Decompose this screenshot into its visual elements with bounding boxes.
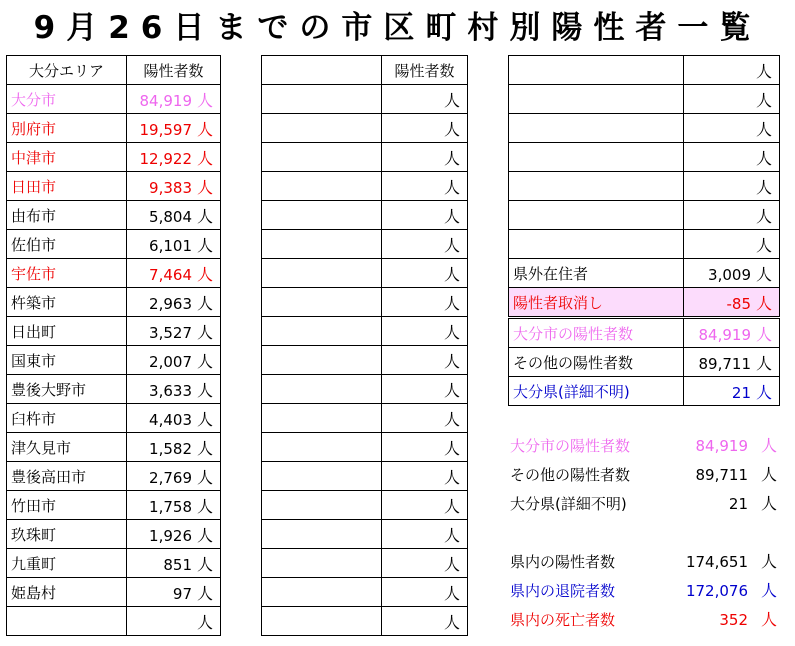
area-name <box>262 375 382 404</box>
table-row <box>262 404 468 433</box>
unit-label: 人 <box>755 61 772 81</box>
summary-value: 21 <box>728 495 748 513</box>
table-row <box>7 549 221 578</box>
unit-label: 人 <box>443 438 460 458</box>
count-value: 84,919 <box>698 325 751 344</box>
count-cell <box>684 259 780 288</box>
unit-label: 人 <box>443 235 460 255</box>
area-name: 中津市 <box>7 143 127 172</box>
unit-label: 人 <box>755 324 772 344</box>
table-row <box>262 143 468 172</box>
count-cell <box>127 172 221 201</box>
unit-label: 人 <box>755 293 772 313</box>
count-cell <box>127 462 221 491</box>
count-cell <box>382 607 468 636</box>
count-cell <box>382 230 468 259</box>
header-count: 陽性者数 <box>127 56 221 85</box>
count-value: 1,926 <box>149 526 192 545</box>
unit-label: 人 <box>196 380 213 400</box>
area-name: 大分市 <box>7 85 127 114</box>
summary-label: 県内の陽性者数 <box>510 553 616 571</box>
count-cell <box>127 201 221 230</box>
summary-label: 県内の死亡者数 <box>510 611 616 629</box>
area-name: 竹田市 <box>7 491 127 520</box>
table-row <box>262 172 468 201</box>
table-row <box>7 433 221 462</box>
area-name <box>262 549 382 578</box>
area-name <box>509 201 684 230</box>
unit-label: 人 <box>196 119 213 139</box>
count-cell <box>382 491 468 520</box>
count-cell <box>382 317 468 346</box>
table-row <box>262 433 468 462</box>
summary-row <box>510 548 780 576</box>
count-cell <box>382 375 468 404</box>
unit-label: 人 <box>755 264 772 284</box>
area-name: 宇佐市 <box>7 259 127 288</box>
area-name: 姫島村 <box>7 578 127 607</box>
area-name: 九重町 <box>7 549 127 578</box>
unit-label: 人 <box>443 119 460 139</box>
area-name <box>262 462 382 491</box>
count-value: 851 <box>163 555 192 574</box>
table-row <box>509 172 780 201</box>
unit-label: 人 <box>755 119 772 139</box>
unit-label: 人 <box>443 409 460 429</box>
count-value: 9,383 <box>149 178 192 197</box>
unit-label: 人 <box>196 235 213 255</box>
table-header-row <box>7 56 221 85</box>
area-name: 杵築市 <box>7 288 127 317</box>
table-row <box>7 288 221 317</box>
count-cell <box>127 549 221 578</box>
count-cell <box>127 259 221 288</box>
table-row <box>262 259 468 288</box>
unit-label: 人 <box>196 496 213 516</box>
count-cell <box>127 230 221 259</box>
table-row <box>7 375 221 404</box>
count-value: 1,758 <box>149 497 192 516</box>
page-title: 9月26日までの市区町村別陽性者一覧 <box>33 10 762 46</box>
count-cell <box>684 85 780 114</box>
count-value: 84,919 <box>139 91 192 110</box>
unit-label: 人 <box>443 467 460 487</box>
table-row <box>262 317 468 346</box>
unit-label: 人 <box>443 496 460 516</box>
area-name <box>509 114 684 143</box>
area-name: 由布市 <box>7 201 127 230</box>
count-cell <box>127 375 221 404</box>
table-row <box>262 549 468 578</box>
area-name <box>262 143 382 172</box>
count-value: 21 <box>731 383 751 402</box>
table-row <box>262 491 468 520</box>
count-cell <box>382 259 468 288</box>
table-row <box>262 375 468 404</box>
header-count: 陽性者数 <box>382 56 468 85</box>
unit-label: 人 <box>443 583 460 603</box>
count-cell <box>382 172 468 201</box>
count-cell <box>684 143 780 172</box>
summary-value: 89,711 <box>695 466 748 484</box>
count-value: 89,711 <box>698 354 751 373</box>
unit-label: 人 <box>443 206 460 226</box>
unit-label: 人 <box>443 351 460 371</box>
count-cell <box>382 346 468 375</box>
count-cell <box>684 230 780 259</box>
summary-value: 172,076 <box>685 582 748 600</box>
unit-label: 人 <box>443 322 460 342</box>
unit-label: 人 <box>196 293 213 313</box>
area-name <box>262 346 382 375</box>
unit-label: 人 <box>443 525 460 545</box>
count-cell <box>684 114 780 143</box>
area-name <box>262 404 382 433</box>
unit-label: 人 <box>760 610 777 629</box>
table-row <box>7 520 221 549</box>
area-name <box>262 114 382 143</box>
header-area <box>262 56 382 85</box>
count-cell <box>684 172 780 201</box>
unit-label: 人 <box>196 148 213 168</box>
count-cell <box>127 491 221 520</box>
unit-label: 人 <box>755 177 772 197</box>
area-name: 県外在住者 <box>509 259 684 288</box>
unit-label: 人 <box>196 206 213 226</box>
table-row <box>7 230 221 259</box>
summary-label: その他の陽性者数 <box>510 466 631 484</box>
count-cell <box>127 85 221 114</box>
count-value: 3,633 <box>149 381 192 400</box>
area-name <box>262 578 382 607</box>
table-row <box>7 578 221 607</box>
table-row <box>262 288 468 317</box>
area-name: 臼杵市 <box>7 404 127 433</box>
table-row <box>509 259 780 288</box>
count-cell <box>382 433 468 462</box>
count-cell <box>684 318 780 348</box>
count-cell <box>127 317 221 346</box>
unit-label: 人 <box>760 436 777 455</box>
count-cell <box>127 607 221 636</box>
area-name <box>7 607 127 636</box>
count-cell <box>684 377 780 406</box>
table-header-row <box>262 56 468 85</box>
area-table-blank <box>261 55 468 636</box>
unit-label: 人 <box>196 612 213 632</box>
summary-value: 84,919 <box>695 437 748 455</box>
unit-label: 人 <box>443 148 460 168</box>
unit-label: 人 <box>443 264 460 284</box>
count-value: 12,922 <box>139 149 192 168</box>
unit-label: 人 <box>196 351 213 371</box>
table-row <box>262 607 468 636</box>
table-row <box>7 172 221 201</box>
count-cell <box>382 201 468 230</box>
count-cell <box>127 346 221 375</box>
table-row <box>509 318 780 348</box>
table-row <box>509 85 780 114</box>
table-row <box>509 56 780 85</box>
unit-label: 人 <box>760 465 777 484</box>
unit-label: 人 <box>443 554 460 574</box>
header-area: 大分エリア <box>7 56 127 85</box>
table-row <box>262 462 468 491</box>
table-row <box>509 348 780 377</box>
count-value: 6,101 <box>149 236 192 255</box>
table-row <box>509 143 780 172</box>
count-cell <box>382 549 468 578</box>
count-cell <box>127 288 221 317</box>
table-row <box>7 201 221 230</box>
area-name <box>509 230 684 259</box>
unit-label: 人 <box>443 612 460 632</box>
count-value: 2,963 <box>149 294 192 313</box>
table-row <box>7 143 221 172</box>
area-name: 日出町 <box>7 317 127 346</box>
count-cell <box>684 288 780 318</box>
count-cell <box>127 114 221 143</box>
count-value: 4,403 <box>149 410 192 429</box>
table-row <box>7 404 221 433</box>
count-cell <box>382 288 468 317</box>
count-value: 97 <box>172 584 192 603</box>
area-name <box>509 172 684 201</box>
area-name <box>262 259 382 288</box>
unit-label: 人 <box>196 322 213 342</box>
area-name: 大分市の陽性者数 <box>509 318 684 348</box>
area-name: 陽性者取消し <box>509 288 684 318</box>
table-row <box>7 607 221 636</box>
area-name <box>509 56 684 85</box>
summary-row <box>510 490 780 518</box>
table-row <box>7 85 221 114</box>
unit-label: 人 <box>755 90 772 110</box>
table-row <box>262 520 468 549</box>
unit-label: 人 <box>755 206 772 226</box>
count-value: 5,804 <box>149 207 192 226</box>
table-row <box>262 85 468 114</box>
table-row <box>7 491 221 520</box>
unit-label: 人 <box>196 264 213 284</box>
area-name: 玖珠町 <box>7 520 127 549</box>
summary-row <box>510 461 780 489</box>
table-row <box>7 317 221 346</box>
unit-label: 人 <box>443 90 460 110</box>
unit-label: 人 <box>196 467 213 487</box>
count-cell <box>127 433 221 462</box>
unit-label: 人 <box>196 90 213 110</box>
unit-label: 人 <box>443 380 460 400</box>
count-value: 3,527 <box>149 323 192 342</box>
table-row <box>7 346 221 375</box>
area-name: 日田市 <box>7 172 127 201</box>
area-name <box>262 201 382 230</box>
area-name <box>262 520 382 549</box>
count-cell <box>382 85 468 114</box>
unit-label: 人 <box>196 177 213 197</box>
count-cell <box>684 56 780 85</box>
area-name <box>509 85 684 114</box>
count-value: -85 <box>726 294 751 313</box>
summary-row <box>510 577 780 605</box>
count-value: 3,009 <box>708 265 751 284</box>
count-cell <box>382 520 468 549</box>
table-row <box>7 462 221 491</box>
table-row <box>509 377 780 406</box>
table-row <box>262 578 468 607</box>
area-name <box>509 143 684 172</box>
area-name <box>262 85 382 114</box>
summary-row <box>510 432 780 460</box>
count-value: 1,582 <box>149 439 192 458</box>
count-cell <box>127 404 221 433</box>
table-row <box>262 230 468 259</box>
count-value: 7,464 <box>149 265 192 284</box>
table-row <box>262 346 468 375</box>
area-name <box>262 491 382 520</box>
area-name: 大分県(詳細不明) <box>509 377 684 406</box>
count-cell <box>382 578 468 607</box>
table-row <box>262 114 468 143</box>
count-cell <box>382 114 468 143</box>
count-cell <box>127 143 221 172</box>
count-cell <box>127 578 221 607</box>
count-value: 2,007 <box>149 352 192 371</box>
table-row <box>509 288 780 318</box>
area-name: 津久見市 <box>7 433 127 462</box>
count-cell <box>382 462 468 491</box>
area-name: その他の陽性者数 <box>509 348 684 377</box>
count-cell <box>684 201 780 230</box>
summary-label: 大分県(詳細不明) <box>510 495 627 513</box>
unit-label: 人 <box>755 148 772 168</box>
area-name: 国東市 <box>7 346 127 375</box>
summary-label: 県内の退院者数 <box>510 582 616 600</box>
unit-label: 人 <box>196 554 213 574</box>
count-cell <box>382 143 468 172</box>
area-name: 佐伯市 <box>7 230 127 259</box>
unit-label: 人 <box>443 293 460 313</box>
summary-value: 352 <box>719 611 748 629</box>
area-name <box>262 288 382 317</box>
unit-label: 人 <box>760 494 777 513</box>
table-row <box>509 201 780 230</box>
unit-label: 人 <box>760 581 777 600</box>
unit-label: 人 <box>196 438 213 458</box>
count-cell <box>127 520 221 549</box>
unit-label: 人 <box>755 353 772 373</box>
table-row <box>509 114 780 143</box>
area-name: 豊後大野市 <box>7 375 127 404</box>
count-cell <box>684 348 780 377</box>
area-name <box>262 607 382 636</box>
area-name: 豊後高田市 <box>7 462 127 491</box>
count-value: 19,597 <box>139 120 192 139</box>
table-row <box>509 230 780 259</box>
unit-label: 人 <box>755 382 772 402</box>
unit-label: 人 <box>196 583 213 603</box>
area-name <box>262 230 382 259</box>
count-cell <box>382 404 468 433</box>
area-name <box>262 433 382 462</box>
unit-label: 人 <box>196 525 213 545</box>
unit-label: 人 <box>760 552 777 571</box>
unit-label: 人 <box>755 235 772 255</box>
count-value: 2,769 <box>149 468 192 487</box>
table-row <box>7 259 221 288</box>
summary-row <box>510 606 780 634</box>
area-table-oita <box>6 55 221 636</box>
table-row <box>262 201 468 230</box>
table-row <box>7 114 221 143</box>
summary-row <box>510 519 780 547</box>
area-table-other <box>508 55 780 406</box>
area-name <box>262 317 382 346</box>
summary-value: 174,651 <box>685 553 748 571</box>
unit-label: 人 <box>443 177 460 197</box>
area-name <box>262 172 382 201</box>
summary-label: 大分市の陽性者数 <box>510 437 631 455</box>
unit-label: 人 <box>196 409 213 429</box>
area-name: 別府市 <box>7 114 127 143</box>
